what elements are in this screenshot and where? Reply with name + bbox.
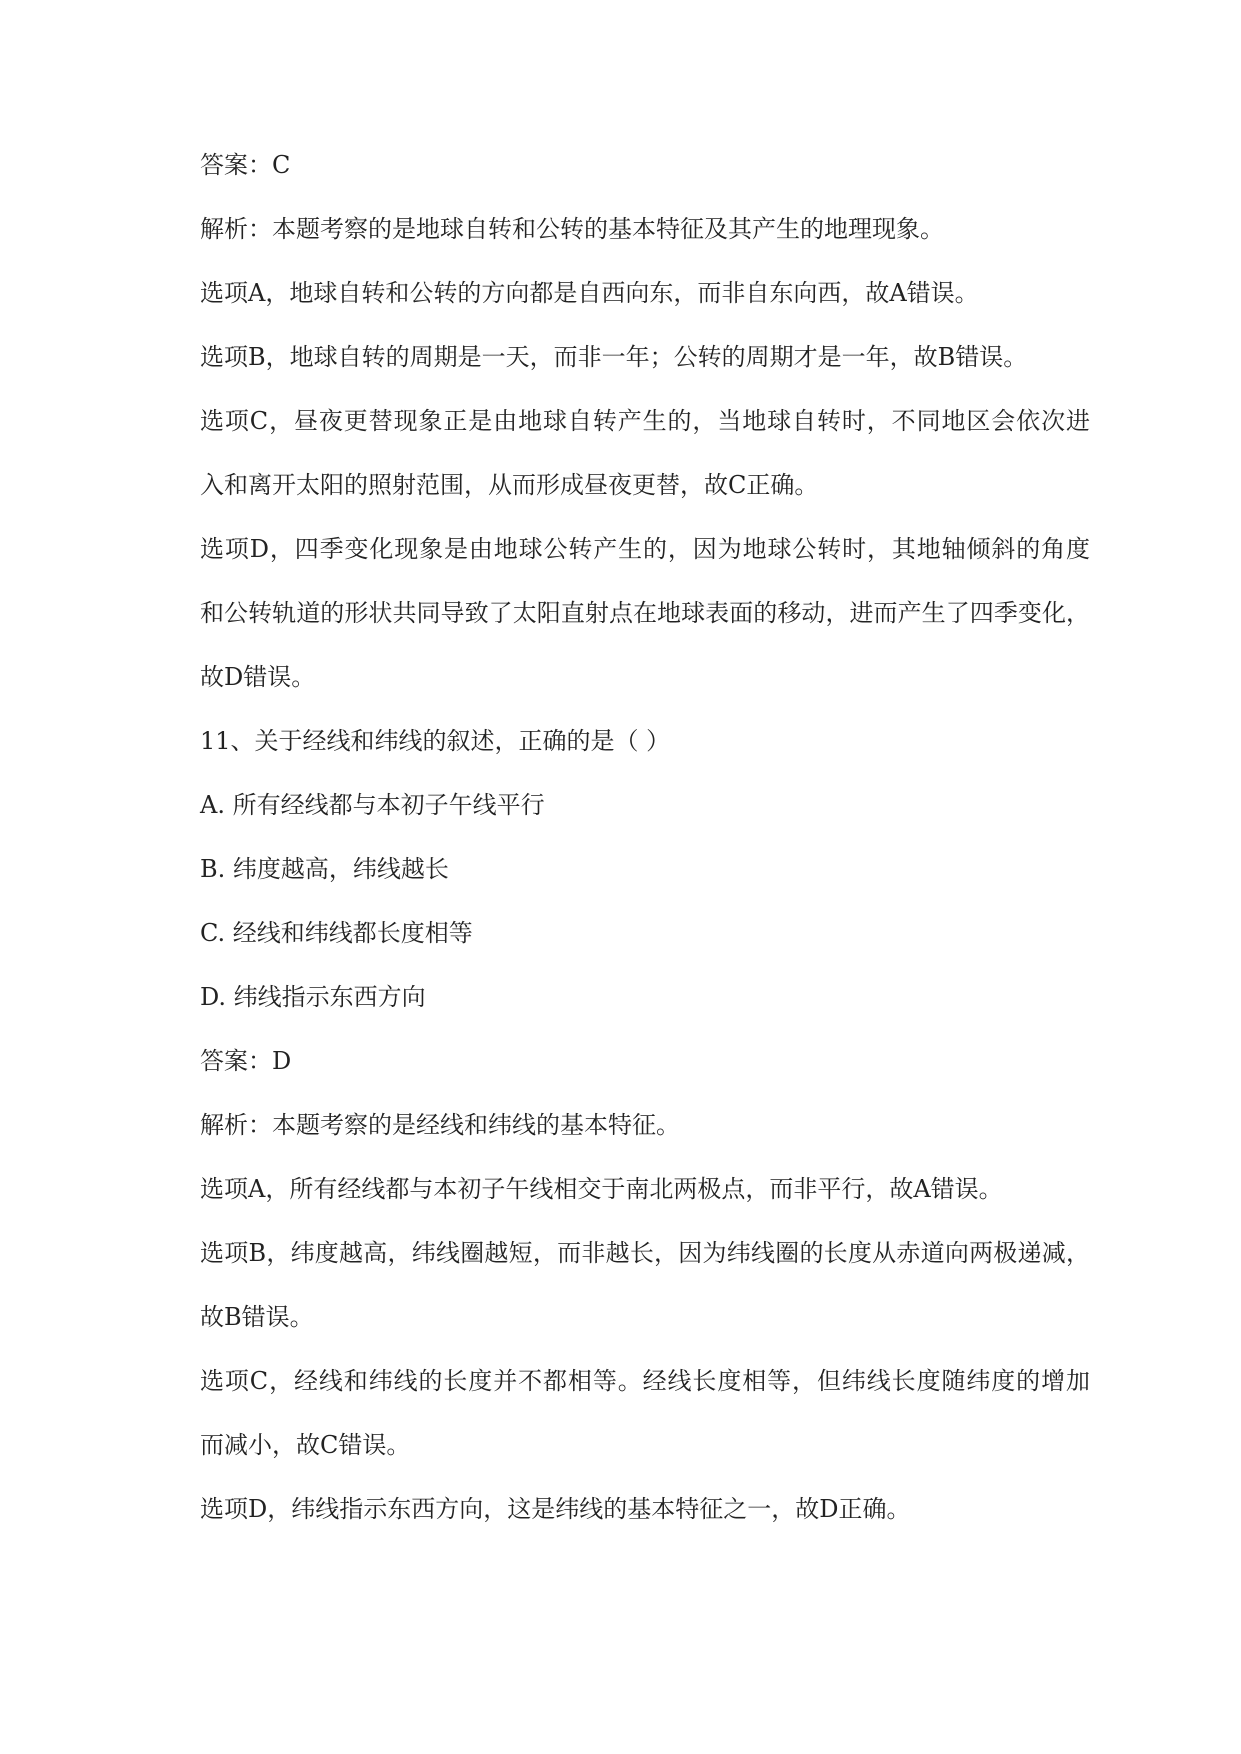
option-b-explanation-line-2: 故B错误。 bbox=[200, 1303, 314, 1331]
option-d-explanation: 选项D，纬线指示东西方向，这是纬线的基本特征之一，故D正确。 bbox=[200, 1495, 911, 1523]
option-c-explanation-line-2: 而减小，故C错误。 bbox=[200, 1431, 411, 1459]
answer-line: 答案：D bbox=[200, 1047, 292, 1075]
option-d-explanation-line-2: 和公转轨道的形状共同导致了太阳直射点在地球表面的移动，进而产生了四季变化， bbox=[200, 599, 1090, 627]
question-11-option-c: C. 经线和纬线都长度相等 bbox=[200, 919, 473, 947]
question-11-option-a: A. 所有经线都与本初子午线平行 bbox=[200, 791, 545, 819]
question-11-option-d: D. 纬线指示东西方向 bbox=[200, 983, 426, 1011]
option-c-explanation-line-1: 选项C，昼夜更替现象正是由地球自转产生的，当地球自转时，不同地区会依次进 bbox=[200, 407, 1090, 435]
option-a-explanation: 选项A，所有经线都与本初子午线相交于南北两极点，而非平行，故A错误。 bbox=[200, 1175, 1003, 1203]
option-b-explanation-line-1: 选项B，纬度越高，纬线圈越短，而非越长，因为纬线圈的长度从赤道向两极递减， bbox=[200, 1239, 1090, 1267]
option-b-explanation: 选项B，地球自转的周期是一天，而非一年；公转的周期才是一年，故B错误。 bbox=[200, 343, 1028, 371]
question-11-stem: 11、关于经线和纬线的叙述，正确的是（ ） bbox=[200, 727, 671, 755]
option-d-explanation-line-3: 故D错误。 bbox=[200, 663, 316, 691]
answer-line: 答案：C bbox=[200, 151, 291, 179]
option-c-explanation-line-2: 入和离开太阳的照射范围，从而形成昼夜更替，故C正确。 bbox=[200, 471, 819, 499]
option-d-explanation-line-1: 选项D，四季变化现象是由地球公转产生的，因为地球公转时，其地轴倾斜的角度 bbox=[200, 535, 1090, 563]
question-11-option-b: B. 纬度越高，纬线越长 bbox=[200, 855, 449, 883]
analysis-intro: 解析：本题考察的是经线和纬线的基本特征。 bbox=[200, 1111, 680, 1139]
option-a-explanation: 选项A，地球自转和公转的方向都是自西向东，而非自东向西，故A错误。 bbox=[200, 279, 979, 307]
option-c-explanation-line-1: 选项C，经线和纬线的长度并不都相等。经线长度相等，但纬线长度随纬度的增加 bbox=[200, 1367, 1090, 1395]
analysis-intro: 解析：本题考察的是地球自转和公转的基本特征及其产生的地理现象。 bbox=[200, 215, 944, 243]
